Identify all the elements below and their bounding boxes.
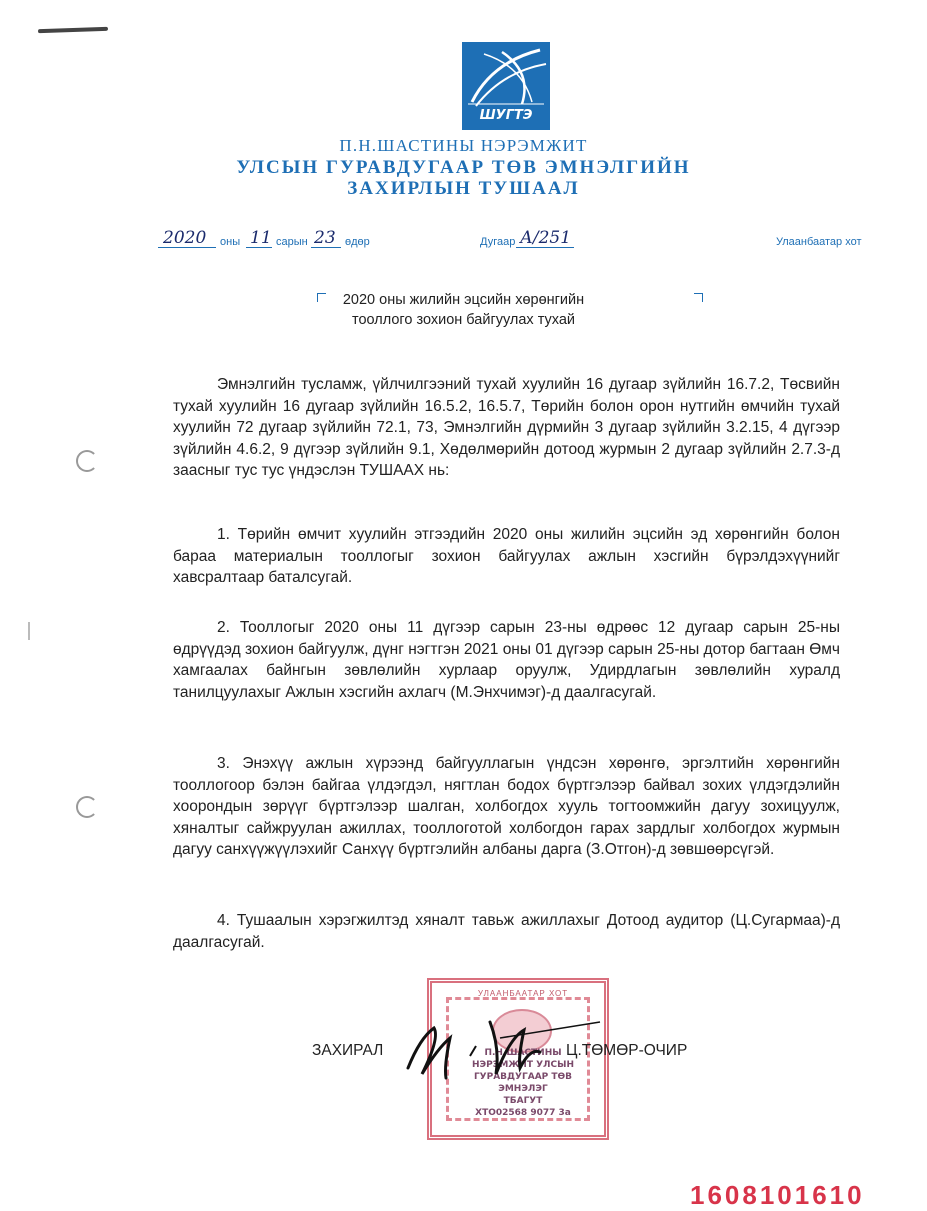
subject-line-1: 2020 оны жилийн эцсийн хөрөнгийн: [342, 292, 585, 308]
stamp-line-3: ГУРАВДУГААР ТӨВ: [473, 1072, 573, 1082]
day-value: 23: [314, 228, 336, 248]
city-label: Улаанбаатар хот: [776, 236, 862, 248]
order-subject: [0, 290, 927, 330]
order-number: А/251: [520, 228, 572, 248]
named-after-line: П.Н.ШАСТИНЫ НЭРЭМЖИТ: [339, 136, 588, 155]
month-value: 11: [250, 228, 272, 248]
order-item-1: 1. Төрийн өмчит хуулийн этгээдийн 2020 оны жилийн эцсийн эд хөрөнгийн болон бараа материалын тооллогыг зохион байгуулах ажлын хэсгийн бүрэлдэхүүнийг хавсралтаар баталсугай.: [173, 526, 840, 587]
institution-name: УЛСЫН ГУРАВДУГААР ТӨВ ЭМНЭЛГИЙН: [236, 157, 691, 178]
punch-hole-icon: [76, 450, 98, 472]
subject-line-2: тооллого зохион байгуулах тухай: [351, 312, 576, 328]
stamp-line-4: ЭМНЭЛЭГ: [498, 1084, 548, 1094]
year-value: 2020: [163, 228, 207, 248]
number-label: Дугаар: [480, 236, 516, 248]
scan-edge-mark: [28, 622, 30, 640]
punch-hole-icon: [76, 796, 98, 818]
signer-name: Ц.ТӨМӨР-ОЧИР: [566, 1042, 688, 1059]
stamp-line-1: П.Н.ШАСТИНЫ: [484, 1048, 562, 1058]
order-item-4: 4. Тушаалын хэрэгжилтэд хяналт тавьж ажиллахыг Дотоод аудитор (Ц.Сугармаа)-д даалгасугай.: [173, 912, 840, 951]
document-type: ЗАХИРЛЫН ТУШААЛ: [347, 178, 580, 199]
preamble-paragraph: Эмнэлгийн тусламж, үйлчилгээний тухай хуулийн 16 дугаар зүйлийн 16.7.2, Төсвийн тухай хуулийн 16 дугаар зүйлийн 16.5.2, 16.5.7, Төрийн болон орон нутгийн өмчийн тухай хуулийн 72 дугаар зүйлийн 72.1, 73, Эмнэлгийн дүрмийн 3 дугаар зүйлийн 3.2.15, 4 дүгээр зүйлийн 4.6.2, 9 дүгээр зүйлийн 9.1, Хөдөлмөрийн дотоод журмын 2 дугаар зүйлийн 2.7.3-д заасныг тус тус үндэслэн ТУШААХ нь:: [173, 376, 840, 480]
stamp-top-text: УЛААНБААТАР ХОТ: [477, 989, 569, 998]
month-label: сарын: [276, 236, 308, 248]
signer-title: ЗАХИРАЛ: [312, 1042, 384, 1059]
year-label: оны: [220, 236, 241, 248]
serial-number: 1608101610: [690, 1180, 865, 1210]
stamp-line-2: НЭРЭМЖИТ УЛСЫН: [472, 1060, 574, 1070]
day-label: өдөр: [345, 236, 370, 248]
logo-text: ШУГТЭ: [479, 108, 533, 123]
order-item-2: 2. Тооллогыг 2020 оны 11 дүгээр сарын 23-ны өдрөөс 12 дугаар сарын 25-ны өдрүүдэд зохион байгуулж, дүнг нэгтгэн 2021 оны 01 дүгээр сарын 25-ны дотор багтаан Өмч хамгаалах байнгын зөвлөлийн хурлаар оруулж, Удирдлагын зөвлөлийн хуралд танилцуулахыг Ажлын хэсгийн ахлагч (М.Энхчимэг)-д даалгасугай.: [173, 619, 840, 701]
stamp-line-6: ХТО02568 9077 3а: [475, 1108, 571, 1118]
date-line: [0, 226, 927, 250]
order-item-3: 3. Энэхүү ажлын хүрээнд байгууллагын үндсэн хөрөнгө, эргэлтийн хөрөнгийн тооллогоор бэлэн байгаа үлдэгдэл, нягтлан бодох бүртгэлээр байвал зохих үлдэгдэлийн хоорондын зөрүүг бүртгэлээр шалган, холбогдох хууль тогтоомжийн дагуу зохицуулж, хяналтыг сайжруулан ажиллах, тооллоготой холбогдон гарах зардлыг холбогдох журмын дагуу санхүүжүүлэхийг Санхүү бүртгэлийн албаны дарга (З.Отгон)-д зөвшөөрсүгэй.: [173, 755, 840, 859]
hospital-logo: [462, 42, 550, 130]
scan-mark: [38, 27, 108, 33]
stamp-line-5: ТБАГУТ: [503, 1096, 543, 1106]
